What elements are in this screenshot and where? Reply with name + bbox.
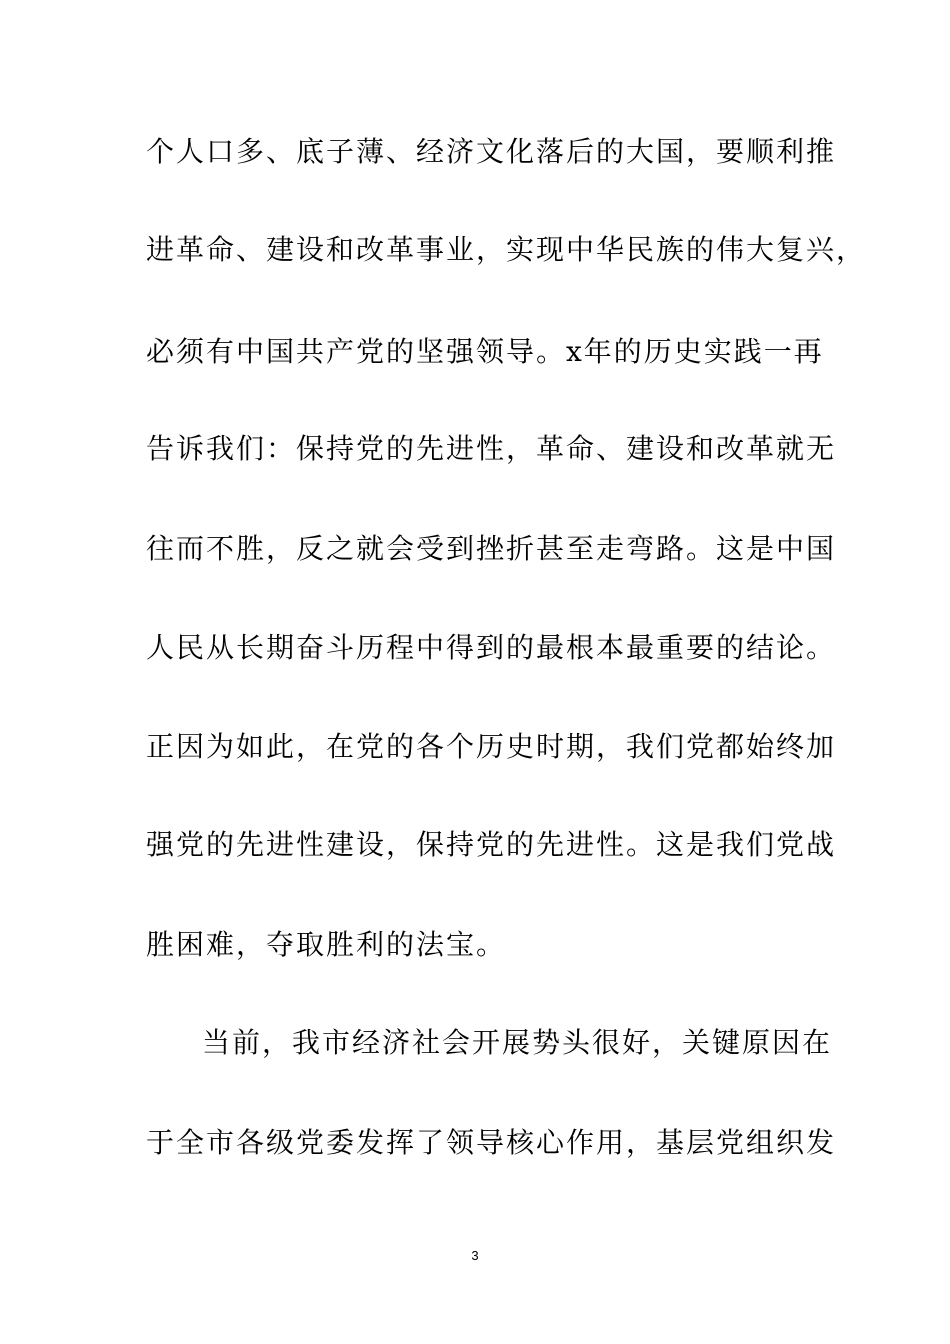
- text-line-11: 于全市各级党委发挥了领导核心作用，基层党组织发: [146, 1126, 837, 1159]
- text-line-5: 往而不胜，反之就会受到挫折甚至走弯路。这是中国: [146, 532, 837, 565]
- text-line-6: 人民从长期奋斗历程中得到的最根本最重要的结论。: [146, 631, 837, 664]
- text-line-10-paragraph-start: 当前，我市经济社会开展势头很好，关键原因在: [202, 1026, 833, 1059]
- text-line-2: 进革命、建设和改革事业，实现中华民族的伟大复兴，: [146, 233, 867, 266]
- text-line-7: 正因为如此，在党的各个历史时期，我们党都始终加: [146, 730, 837, 763]
- text-line-3: 必须有中国共产党的坚强领导。x年的历史实践一再: [146, 335, 824, 368]
- text-line-9: 胜困难，夺取胜利的法宝。: [146, 928, 507, 961]
- text-line-1: 个人口多、底子薄、经济文化落后的大国，要顺利推: [146, 135, 837, 168]
- text-line-8: 强党的先进性建设，保持党的先进性。这是我们党战: [146, 828, 837, 861]
- page-number: 3: [471, 1248, 479, 1263]
- text-line-4: 告诉我们：保持党的先进性，革命、建设和改革就无: [146, 432, 837, 465]
